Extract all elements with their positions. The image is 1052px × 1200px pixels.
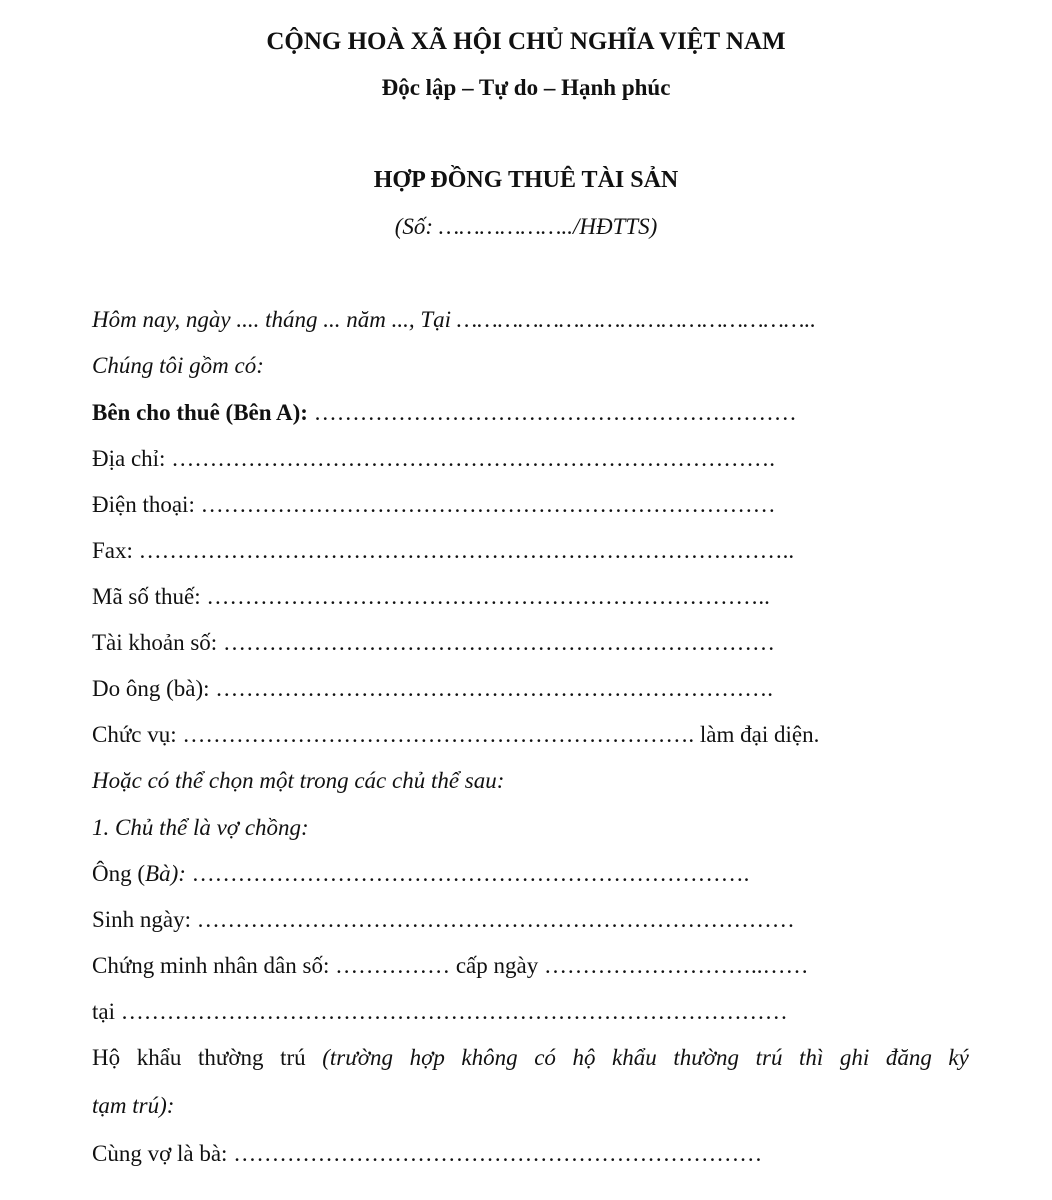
- residence-word: có: [534, 1045, 556, 1070]
- residence-word: thì: [799, 1045, 824, 1070]
- national-title: CỘNG HOÀ XÃ HỘI CHỦ NGHĨA VIỆT NAM: [266, 28, 786, 55]
- phone-line: Điện thoại: …………………………………………………………………: [92, 492, 776, 517]
- residence-word: ghi: [839, 1045, 870, 1070]
- residence-word: ký: [948, 1045, 969, 1070]
- mr-mrs-dots: ……………………………………………………………….: [185, 861, 750, 886]
- issued-at-line: tại ……………………………………………………………………………: [92, 999, 788, 1024]
- position-line: Chức vụ: …………………………………………………………. làm đại diện.: [92, 722, 820, 747]
- residence-word: đăng: [885, 1045, 932, 1070]
- residence-word: thường: [673, 1045, 740, 1070]
- residence-word: Hộ: [92, 1045, 121, 1070]
- parties-intro: Chúng tôi gồm có:: [92, 353, 264, 378]
- wife-line: Cùng vợ là bà: ……………………………………………………………: [92, 1141, 763, 1166]
- mr-mrs-italic: Bà):: [145, 861, 186, 886]
- residence-word: khẩu: [136, 1045, 182, 1070]
- residence-word: không: [461, 1045, 518, 1070]
- residence-word: khẩu: [612, 1045, 657, 1070]
- lessor-dots: ………………………………………………………: [307, 400, 797, 425]
- residence-line: [92, 1042, 969, 1074]
- lessor-label: Bên cho thuê (Bên A):: [92, 400, 308, 425]
- fax-line: Fax: …………………………………………………………………………..: [92, 538, 795, 563]
- document-title: HỢP ĐỒNG THUÊ TÀI SẢN: [373, 167, 679, 193]
- address-line: Địa chỉ: …………………………………………………………………….: [92, 446, 775, 471]
- id-card-line: Chứng minh nhân dân số: …………… cấp ngày ………………………..……: [92, 953, 809, 978]
- residence-word: hộ: [572, 1045, 596, 1070]
- represented-by-line: Do ông (bà): ……………………………………………………………….: [92, 676, 774, 701]
- residence-word: thường: [197, 1045, 264, 1070]
- national-motto: Độc lập – Tự do – Hạnh phúc: [381, 75, 671, 100]
- account-line: Tài khoản số: ………………………………………………………………: [92, 630, 775, 655]
- date-location-line: Hôm nay, ngày .... tháng ... năm ..., Tại ……………………………………………..: [92, 307, 816, 332]
- mr-mrs-line: [92, 858, 749, 890]
- subject-couple-heading: 1. Chủ thể là vợ chồng:: [92, 815, 309, 840]
- residence-word: trú: [755, 1045, 783, 1070]
- alternative-note: Hoặc có thể chọn một trong các chủ thể sau:: [92, 768, 505, 793]
- lessor-line: [92, 397, 797, 429]
- residence-continuation: tạm trú):: [92, 1093, 175, 1118]
- tax-code-line: Mã số thuế: ………………………………………………………………..: [92, 584, 770, 609]
- residence-word: trú: [280, 1045, 306, 1070]
- document-number: (Số: ………………../HĐTTS): [394, 214, 658, 239]
- mr-mrs-prefix: Ông (: [92, 861, 146, 886]
- residence-word: hợp: [409, 1045, 445, 1070]
- birth-date-line: Sinh ngày: ……………………………………………………………………: [92, 907, 795, 932]
- residence-word: (trường: [322, 1045, 394, 1070]
